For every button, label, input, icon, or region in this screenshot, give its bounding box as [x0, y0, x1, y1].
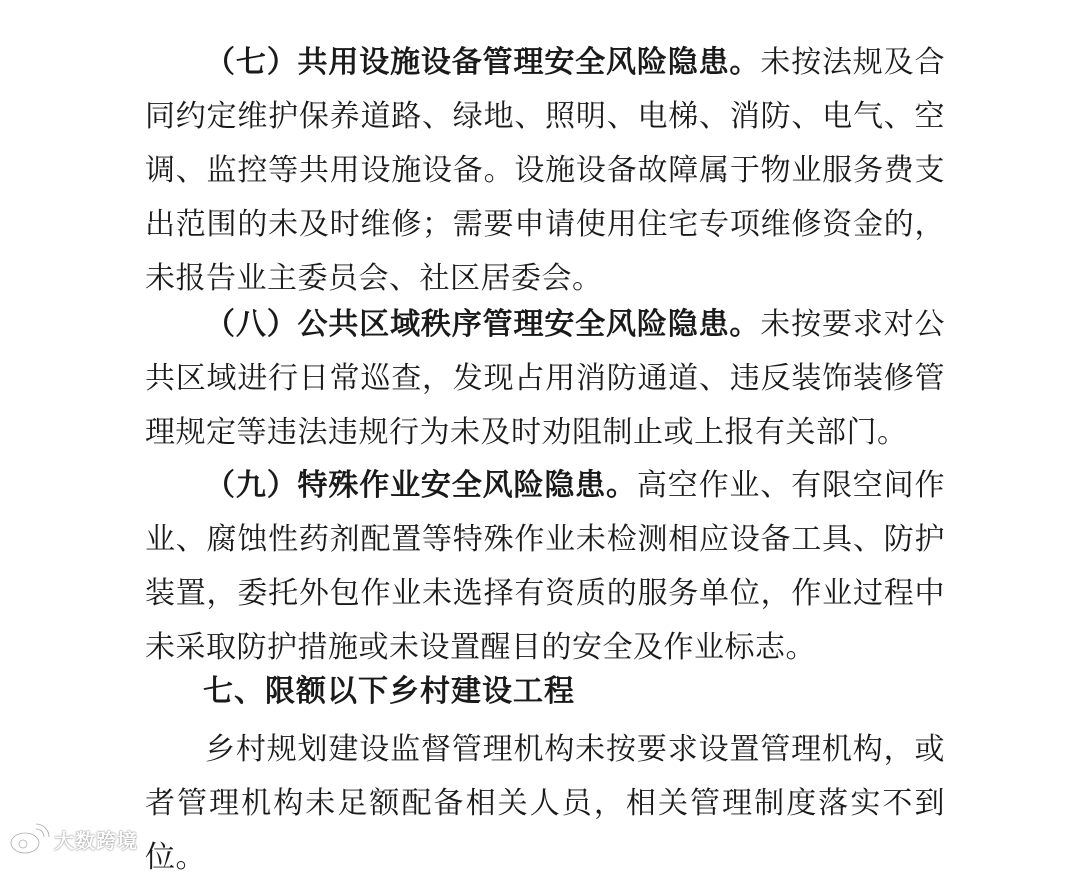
paragraph-lead: （七）共用设施设备管理安全风险隐患。 [205, 45, 761, 80]
paragraph-body: 未按要求对公共区域进行日常巡查，发现占用消防通道、违反装饰装修管理规定等违法违规行为未及时劝阻制止或上报有关部门。 [145, 307, 946, 450]
weibo-logo-icon [8, 823, 50, 855]
watermark-text: 大数跨境 [54, 828, 138, 853]
paragraph-body: 未按法规及合同约定维护保养道路、绿地、照明、电梯、消防、电气、空调、监控等共用设施设备。设施设备故障属于物业服务费支出范围的未及时维修；需要申请使用住宅专项维修资金的，未报告业主委员会、社区居委会。 [145, 45, 946, 296]
paragraph-body: 高空作业、有限空间作业、腐蚀性药剂配置等特殊作业未检测相应设备工具、防护装置，委托外包作业未选择有资质的服务单位，作业过程中未采取防护措施或未设置醒目的安全及作业标志。 [145, 468, 946, 665]
paragraph-lead: （九）特殊作业安全风险隐患。 [205, 468, 637, 503]
paragraph-lead: （八）公共区域秩序管理安全风险隐患。 [205, 307, 761, 342]
paragraph-shared-facilities [145, 36, 945, 306]
watermark [8, 823, 138, 855]
paragraph-special-operations [145, 459, 945, 675]
paragraph-rural-construction: 乡村规划建设监督管理机构未按要求设置管理机构，或者管理机构未足额配备相关人员，相关管理制度落实不到位。 [145, 732, 945, 875]
paragraph-public-area-order [145, 298, 945, 460]
section-heading: 七、限额以下乡村建设工程 [203, 674, 575, 709]
